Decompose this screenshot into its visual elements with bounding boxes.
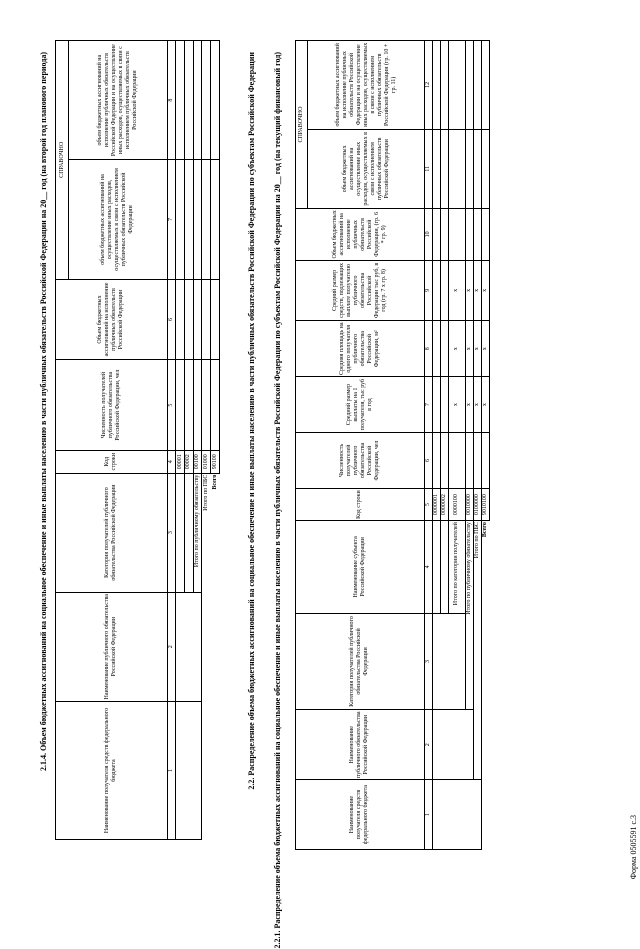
row-code: 0000001 — [433, 489, 441, 521]
table-214 — [55, 40, 220, 840]
table-cell — [433, 41, 441, 130]
col-header: Код строки — [296, 489, 425, 521]
col-num: 8 — [167, 41, 176, 160]
col-header: Наименование публичного обязательства Российской Федерации — [296, 710, 425, 780]
row-code: 01000 — [202, 450, 211, 473]
table-cell — [449, 41, 465, 130]
col-num: 5 — [424, 489, 432, 521]
row-code: 00002 — [184, 450, 193, 473]
x-mark: x — [449, 377, 465, 433]
col-num: 6 — [424, 432, 432, 488]
table-cell — [211, 41, 220, 160]
col-header: Средний размер средств, подлежащих выплате получателю публичного обязательства Российской Федерации тыс руб, в год (гр. 7 x гр. 8) — [296, 260, 425, 321]
x-mark: x — [465, 321, 473, 377]
itog-po-label: Итого по публичному обязательству — [465, 521, 473, 710]
col-header: Наименование получателя средств федерального бюджета — [296, 780, 425, 850]
col-num: 9 — [424, 260, 432, 321]
x-mark: x — [473, 321, 481, 377]
table-cell — [176, 41, 185, 160]
table-cell — [433, 710, 474, 780]
table-cell — [441, 41, 449, 130]
col-header: Наименование публичного обязательства Российской Федерации — [56, 592, 168, 701]
col-num: 1 — [424, 780, 432, 850]
table-cell — [481, 209, 489, 261]
table-cell — [176, 360, 185, 450]
itog-po-label: Итого по публичному обязательству — [193, 473, 202, 592]
table-cell — [184, 279, 193, 360]
table-cell — [176, 279, 185, 360]
col-num: 6 — [167, 279, 176, 360]
col-num: 2 — [424, 710, 432, 780]
col-num: 3 — [167, 473, 176, 592]
col-header: объем бюджетных ассигнований на осуществление иных расходов, осуществляемых в связи с исполнением публичных обязательств Российской Федерации — [69, 160, 167, 279]
col-header: объем бюджетных ассигнований на осуществление иных расходов, осуществляемых в связи с исполнением публичных обязательств Российской Федерации — [308, 129, 425, 208]
itog-kat-label: Итого по категории получателей — [449, 521, 465, 613]
table-cell — [449, 209, 465, 261]
table-cell — [176, 160, 185, 279]
col-num: 5 — [167, 360, 176, 450]
x-mark: x — [481, 377, 489, 433]
col-header: Наименование субъекта Российской Федерации — [296, 521, 425, 613]
col-header: Численность получателей публичного обязательства Российской Федерации, чел — [296, 432, 425, 488]
col-header: Код строки — [56, 450, 168, 473]
table-cell — [184, 360, 193, 450]
table-cell — [441, 321, 449, 377]
table-cell — [441, 521, 449, 613]
table-cell — [202, 360, 211, 450]
col-header: Наименование получателя средств федерального бюджета — [56, 701, 168, 839]
table-cell — [176, 592, 202, 701]
form-code: Форма 0505591 с.3 — [629, 815, 638, 880]
x-mark: x — [473, 377, 481, 433]
table-cell — [441, 377, 449, 433]
col-header: Объем бюджетных ассигнований на исполнение публичных обязательств Российской Федерации, (гр. 6 * гр. 9) — [296, 209, 425, 261]
row-code: 0010000 — [465, 489, 473, 521]
table-cell — [211, 160, 220, 279]
x-mark: x — [473, 260, 481, 321]
x-mark: x — [449, 321, 465, 377]
table-cell — [176, 701, 202, 839]
table-cell — [473, 41, 481, 130]
col-header: Категория получателей публичного обязательства Российской Федерации — [296, 613, 425, 710]
itog-pbs-label: Итого по ПБС — [202, 473, 211, 839]
table-cell — [202, 160, 211, 279]
col-header: Средняя площадь на одного получателя публичного обязательства Российской Федерации, м² — [296, 321, 425, 377]
table-cell — [441, 209, 449, 261]
table-cell — [184, 41, 193, 160]
table-cell — [433, 432, 441, 488]
table-cell — [433, 377, 441, 433]
table-cell — [465, 432, 473, 488]
col-header: объем бюджетных ассигнований на исполнение публичных обязательств Российской Федерации и на осуществление иных расходов, осуществляемых в связи с исполнением публичных обязательств Российской Федерации — [69, 41, 167, 160]
table-cell — [473, 432, 481, 488]
table-cell — [473, 209, 481, 261]
col-num: 4 — [424, 521, 432, 613]
table-cell — [481, 41, 489, 130]
col-num: 11 — [424, 129, 432, 208]
table-cell — [184, 473, 193, 592]
section-221-title: 2.2.1. Распределение объема бюджетных ассигнований на социальное обеспечение и иные выплаты населению в части публичных обязательств Российской Федерации по субъектам Российской Федерации на 20__ год (на текущий финансовый год) — [273, 52, 282, 949]
row-code: 00100 — [193, 450, 202, 473]
table-cell — [433, 613, 466, 710]
row-code: 0100000 — [473, 489, 481, 521]
col-num: 3 — [424, 613, 432, 710]
table-cell — [441, 260, 449, 321]
table-cell — [193, 360, 202, 450]
table-cell — [433, 129, 441, 208]
spravochno-label: СПРАВОЧНО — [296, 41, 308, 209]
table-cell — [473, 129, 481, 208]
table-cell — [193, 41, 202, 160]
table-cell — [184, 160, 193, 279]
col-header: Численность получателей публичного обязательства Российской Федерации, чел — [56, 360, 168, 450]
table-cell — [211, 360, 220, 450]
col-header: Средний размер выплаты на 1 получателя, тыс руб в год — [296, 377, 425, 433]
vsego-label: Всего — [211, 474, 218, 490]
table-cell — [433, 780, 482, 850]
col-num: 4 — [167, 450, 176, 473]
table-cell — [441, 129, 449, 208]
table-cell — [433, 260, 441, 321]
table-cell — [433, 209, 441, 261]
row-code: 0000002 — [441, 489, 449, 521]
table-cell — [441, 432, 449, 488]
x-mark: x — [481, 321, 489, 377]
table-cell — [193, 279, 202, 360]
table-cell — [433, 521, 441, 613]
col-header: объем бюджетных ассигнований на исполнение публичных обязательств Российской Федерации и на осуществление иных расходов, осуществляемых в связи с исполнением публичных обязательств Российской Федерации (гр. 10 + гр. 11) — [308, 41, 425, 130]
x-mark: x — [481, 260, 489, 321]
table-cell — [481, 129, 489, 208]
section-214-title: 2.1.4. Объем бюджетных ассигнований на социальное обеспечение и иные выплаты населению в части публичных обязательств Российской Федерации на 20__ год (на второй год планового периода) — [39, 52, 48, 771]
table-cell — [449, 432, 465, 488]
vsego-label: Всего — [482, 522, 489, 538]
x-mark: x — [449, 260, 465, 321]
col-header: Категория получателей публичного обязательства Российской Федерации — [56, 473, 168, 592]
col-num: 7 — [167, 160, 176, 279]
col-num: 12 — [424, 41, 432, 130]
row-code: 9010100 — [481, 489, 489, 521]
col-num: 7 — [424, 377, 432, 433]
table-221 — [295, 40, 490, 850]
table-cell — [202, 279, 211, 360]
x-mark: x — [465, 260, 473, 321]
col-num: 1 — [167, 701, 176, 839]
col-header: Объем бюджетных ассигнований на исполнение публичных обязательств Российской Федерации — [56, 279, 168, 360]
row-code: 00001 — [176, 450, 185, 473]
table-cell — [481, 432, 489, 488]
table-cell — [202, 41, 211, 160]
section-22-title: 2.2. Распределение объема бюджетных ассигнований на социальное обеспечение и иные выплаты населению в части публичных обязательств Российской Федерации по субъектам Российской Федерации — [247, 52, 256, 790]
table-cell — [465, 41, 473, 130]
table-cell — [211, 279, 220, 360]
col-num: 10 — [424, 209, 432, 261]
table-cell — [465, 209, 473, 261]
x-mark: x — [465, 377, 473, 433]
row-code: 90100 — [211, 450, 220, 473]
table-cell — [176, 473, 185, 592]
itog-pbs-label: Итого по ПБС — [473, 521, 481, 780]
table-cell — [449, 129, 465, 208]
spravochno-label: СПРАВОЧНО — [56, 41, 69, 280]
col-num: 8 — [424, 321, 432, 377]
table-cell — [193, 160, 202, 279]
col-num: 2 — [167, 592, 176, 701]
row-code: 0000100 — [449, 489, 465, 521]
table-cell — [433, 321, 441, 377]
table-cell — [465, 129, 473, 208]
